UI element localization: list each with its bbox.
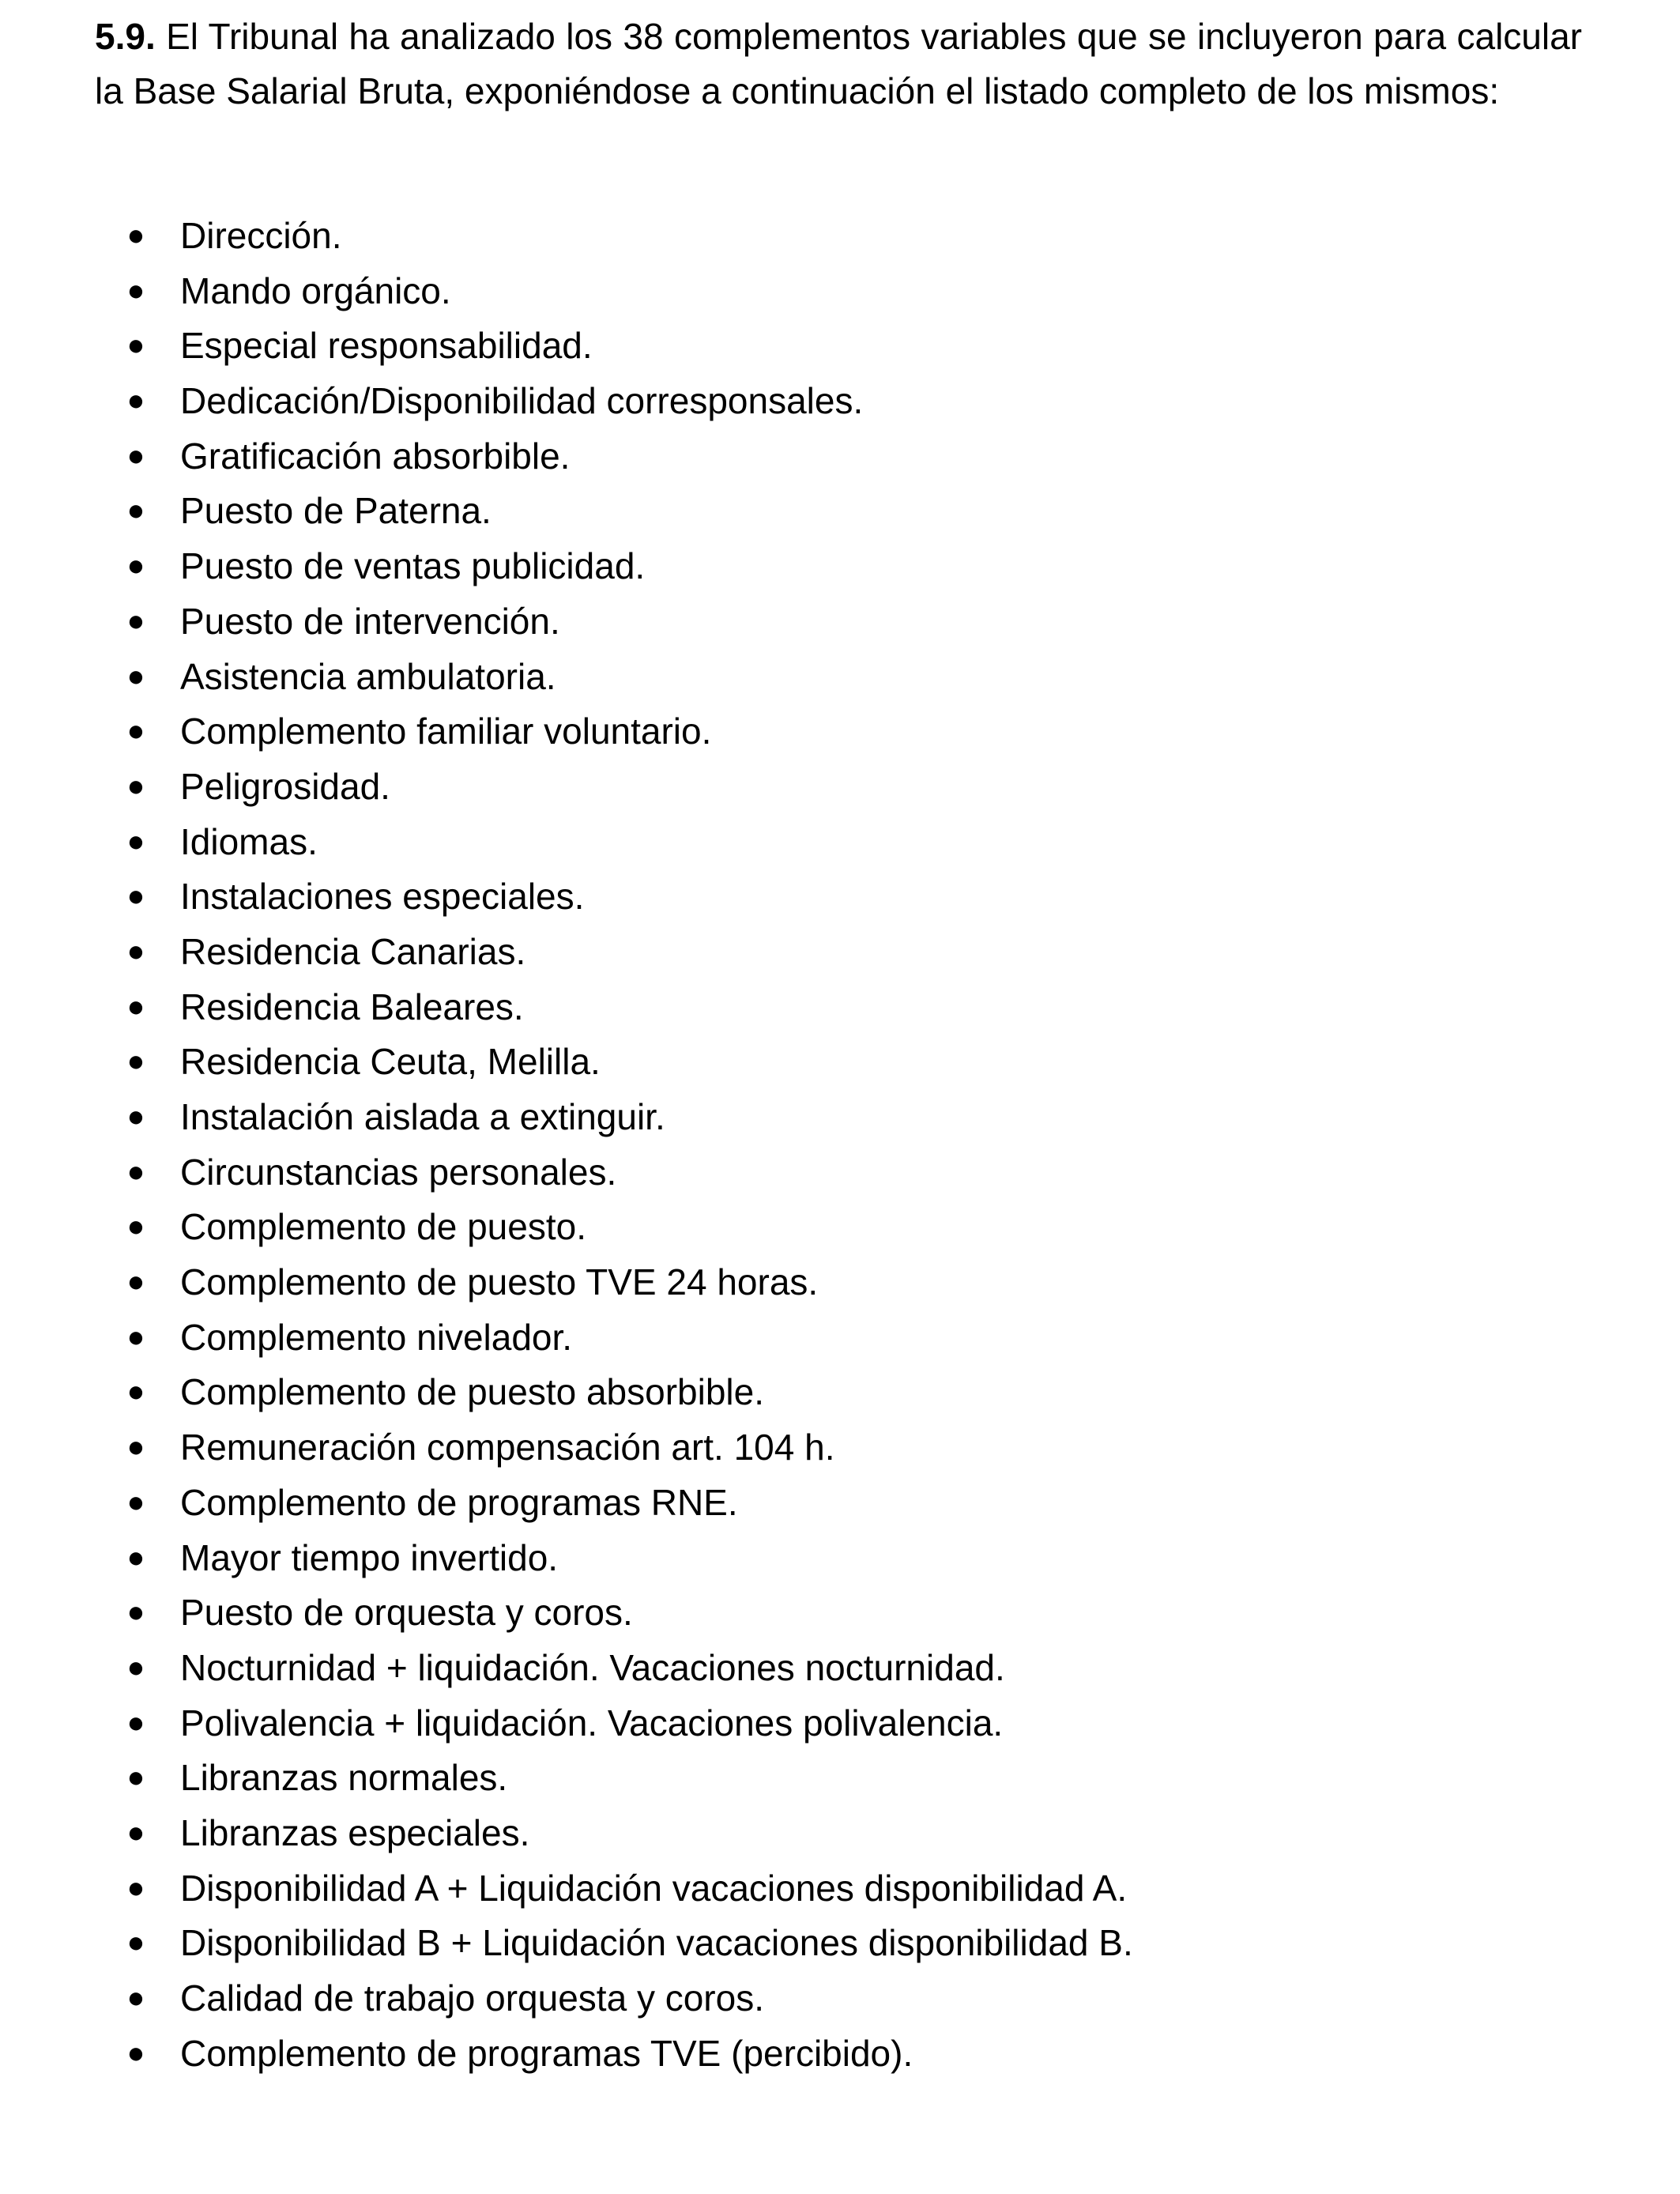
bullet-icon: ●: [126, 1815, 145, 1849]
list-item: [95, 1310, 1582, 1366]
bullet-icon: ●: [126, 219, 145, 252]
bullet-icon: ●: [126, 1431, 145, 1465]
list-item-text: Libranzas normales.: [180, 1757, 508, 1799]
list-item-text: Libranzas especiales.: [180, 1811, 530, 1853]
bullet-icon: ●: [126, 384, 145, 418]
bullet-icon: ●: [126, 549, 145, 583]
list-item-text: Complemento de puesto absorbible.: [180, 1371, 765, 1413]
bullet-icon: ●: [126, 273, 145, 307]
list-item-text: Dedicación/Disponibilidad corresponsales.: [180, 380, 864, 422]
list-item: [95, 1531, 1582, 1586]
list-item: [95, 1035, 1582, 1090]
list-item: [95, 1751, 1582, 1806]
list-item-text: Circunstancias personales.: [180, 1151, 617, 1193]
bullet-icon: ●: [126, 1045, 145, 1079]
list-item-text: Instalaciones especiales.: [180, 876, 585, 918]
section-number: 5.9.: [95, 16, 156, 57]
list-item-text: Mando orgánico.: [180, 270, 451, 311]
intro-paragraph: [95, 9, 1582, 118]
bullet-icon: ●: [126, 1706, 145, 1740]
bullet-icon: ●: [126, 934, 145, 968]
list-item-text: Instalación aislada a extinguir.: [180, 1096, 665, 1137]
list-item: [95, 2026, 1582, 2082]
list-item-text: Asistencia ambulatoria.: [180, 655, 556, 697]
list-item-text: Complemento de programas RNE.: [180, 1481, 738, 1523]
list-item-text: Idiomas.: [180, 820, 318, 862]
list-item-text: Remuneración compensación art. 104 h.: [180, 1427, 835, 1468]
bullet-icon: ●: [126, 329, 145, 363]
list-item-text: Residencia Canarias.: [180, 930, 526, 972]
list-item: [95, 1365, 1582, 1420]
bullet-icon: ●: [126, 1871, 145, 1905]
list-item-text: Residencia Ceuta, Melilla.: [180, 1041, 601, 1083]
bullet-icon: ●: [126, 1981, 145, 2015]
list-item: [95, 1255, 1582, 1310]
list-item: [95, 1806, 1582, 1861]
bullet-icon: ●: [126, 439, 145, 473]
bullet-icon: ●: [126, 1761, 145, 1795]
list-item-text: Complemento de puesto.: [180, 1206, 586, 1248]
list-item-text: Nocturnidad + liquidación. Vacaciones nocturnidad.: [180, 1646, 1005, 1688]
bullet-icon: ●: [126, 604, 145, 638]
list-item: [95, 1420, 1582, 1476]
bullet-icon: ●: [126, 1540, 145, 1574]
list-item-text: Complemento de puesto TVE 24 horas.: [180, 1261, 819, 1303]
bullet-icon: ●: [126, 1926, 145, 1960]
list-item: [95, 264, 1582, 319]
list-item: [95, 980, 1582, 1035]
bullet-icon: ●: [126, 990, 145, 1023]
document-page: [95, 9, 1582, 2074]
list-item-text: Complemento de programas TVE (percibido).: [180, 2032, 913, 2074]
bullet-icon: ●: [126, 1485, 145, 1519]
list-item: [95, 1916, 1582, 1971]
list-item-text: Puesto de intervención.: [180, 600, 560, 642]
list-item-text: Polivalencia + liquidación. Vacaciones polivalencia.: [180, 1702, 1004, 1744]
bullet-icon: ●: [126, 1596, 145, 1630]
list-item: [95, 594, 1582, 650]
list-item: [95, 539, 1582, 594]
list-item-text: Puesto de Paterna.: [180, 490, 492, 532]
list-item-text: Puesto de orquesta y coros.: [180, 1592, 633, 1634]
list-item-text: Complemento familiar voluntario.: [180, 711, 712, 752]
list-item-text: Calidad de trabajo orquesta y coros.: [180, 1977, 764, 2019]
bullet-icon: ●: [126, 714, 145, 748]
list-item-text: Dirección.: [180, 215, 342, 256]
bullet-icon: ●: [126, 494, 145, 528]
bullet-icon: ●: [126, 824, 145, 858]
list-item-text: Disponibilidad A + Liquidación vacaciones disponibilidad A.: [180, 1867, 1128, 1909]
list-item: [95, 760, 1582, 815]
list-item: [95, 650, 1582, 705]
list-item: [95, 925, 1582, 980]
list-item: [95, 1090, 1582, 1145]
list-item-text: Especial responsabilidad.: [180, 325, 593, 367]
bullet-icon: ●: [126, 1650, 145, 1684]
list-item: [95, 319, 1582, 374]
list-item: [95, 1696, 1582, 1751]
list-item-text: Mayor tiempo invertido.: [180, 1536, 559, 1578]
bullet-icon: ●: [126, 1375, 145, 1409]
list-item: [95, 1971, 1582, 2026]
list-item: [95, 1476, 1582, 1531]
bullet-icon: ●: [126, 1100, 145, 1133]
bullet-icon: ●: [126, 880, 145, 914]
list-item: [95, 1861, 1582, 1917]
list-item: [95, 484, 1582, 539]
list-item-text: Complemento nivelador.: [180, 1316, 573, 1358]
bullet-icon: ●: [126, 1320, 145, 1354]
list-item-text: Gratificación absorbible.: [180, 435, 571, 477]
list-item-text: Disponibilidad B + Liquidación vacaciones disponibilidad B.: [180, 1922, 1133, 1964]
complements-list: [95, 209, 1582, 2081]
list-item: [95, 704, 1582, 760]
list-item: [95, 869, 1582, 925]
list-item: [95, 429, 1582, 484]
list-item: [95, 1145, 1582, 1201]
list-item: [95, 1585, 1582, 1641]
bullet-icon: ●: [126, 1265, 145, 1299]
list-item-text: Puesto de ventas publicidad.: [180, 545, 646, 587]
list-item-text: Peligrosidad.: [180, 765, 390, 807]
intro-text: El Tribunal ha analizado los 38 complementos variables que se incluyeron para calcular la Base Salarial Bruta, exponiéndose a continuación el listado completo de los mismos:: [95, 16, 1582, 111]
list-item: [95, 209, 1582, 264]
bullet-icon: ●: [126, 769, 145, 803]
bullet-icon: ●: [126, 2036, 145, 2070]
list-item: [95, 374, 1582, 429]
list-item: [95, 1200, 1582, 1255]
bullet-icon: ●: [126, 659, 145, 693]
bullet-icon: ●: [126, 1155, 145, 1189]
bullet-icon: ●: [126, 1210, 145, 1244]
list-item: [95, 1641, 1582, 1696]
list-item: [95, 815, 1582, 870]
list-item-text: Residencia Baleares.: [180, 986, 524, 1027]
